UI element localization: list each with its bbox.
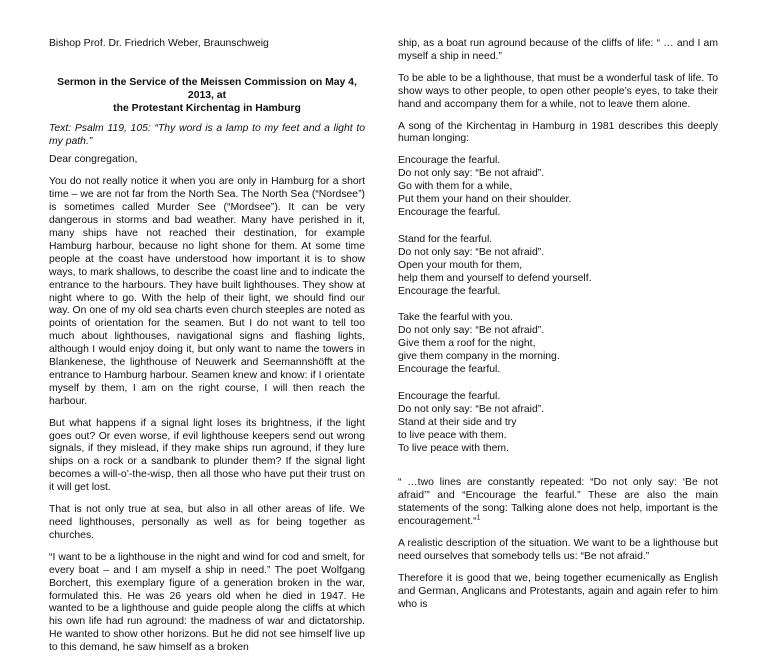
paragraph: “I want to be a lighthouse in the night and wind for cod and smelt, for every boat – and I am myself a ship in need.” The poet Wolfgang Borchert, this exemplary figure of a generation broken in the war, formulated this. He was 26 years old when he died in 1947. He wanted to be a lighthouse and guide people along the cliffs at which his own life had run aground: the madness of war and dictatorship. He wanted to show other horizons. But he did not see himself live up to this demand, he saw himself as a broken	[49, 551, 365, 654]
paragraph: That is not only true at sea, but also in all other areas of life. We need lighthouses, personally as well as for being together as churches.	[49, 504, 365, 541]
song-stanza-1	[398, 155, 718, 220]
song-line: Do not only say: “Be not afraid”.	[398, 403, 545, 415]
song-line: Encourage the fearful.	[398, 155, 501, 167]
song-line: Do not only say: “Be not afraid”.	[398, 246, 545, 258]
left-column	[49, 38, 365, 664]
song-line: Encourage the fearful.	[398, 285, 501, 297]
song-line: Stand at their side and try	[398, 416, 517, 428]
song-line: Do not only say: “Be not afraid”.	[398, 168, 545, 180]
song-line: Encourage the fearful.	[398, 206, 501, 218]
song-line: Put them your hand on their shoulder.	[398, 194, 572, 206]
sermon-title	[49, 77, 365, 116]
paragraph	[398, 477, 718, 529]
song-line: Take the fearful with you.	[398, 312, 513, 324]
song-stanza-3	[398, 312, 718, 377]
paragraph-text: “ …two lines are constantly repeated: “Do not only say: ‘Be not afraid’” and “Encourage the fearful.” These are also the main statements of the song: Talking alone does not help, important is the encouragement.“	[398, 477, 718, 528]
song-line: to live peace with them.	[398, 429, 507, 441]
song-stanza-2	[398, 234, 718, 299]
song-line: To live peace with them.	[398, 442, 509, 454]
sermon-title-line-2: the Protestant Kirchentag in Hamburg	[113, 102, 301, 114]
paragraph: A realistic description of the situation. We want to be a lighthouse but need ourselves that somebody tells us: “Be not afraid.”	[398, 538, 718, 562]
author-line: Bishop Prof. Dr. Friedrich Weber, Braunschweig	[49, 38, 269, 49]
scripture-reference: Text: Psalm 119, 105: “Thy word is a lamp to my feet and a light to my path.”	[49, 122, 365, 147]
paragraph: But what happens if a signal light loses its brightness, if the light goes out? Or even worse, if evil lighthouse keepers send out wrong signals, if they mislead, if they make ships run aground, if they lure ships on a rock or a sandbank to plunder them? If the signal light becomes a will-o’-the-wisp, then all those who have put their trust on it will get lost.	[49, 417, 365, 494]
song-line: Do not only say: “Be not afraid”.	[398, 325, 545, 337]
right-column	[398, 38, 718, 621]
song-line: Encourage the fearful.	[398, 390, 501, 402]
paragraph: You do not really notice it when you are only in Hamburg for a short time – we are not far from the North Sea. The North Sea (“Nordsee”) is sometimes called Murder See (“Mordsee”). It can be very dangerous in storms and bad weather. Many have perished in it, many ships have not reached their destination, for example Hamburg harbour, because no light shone for them. At some time people at the coast have understood how important it is to show ways, to mark shallows, to describe the coast line and to indicate the entrance to the harbours. They have built lighthouses. They show at night where to go. With the help of their light, we should find our way. On one of my old sea charts even church steeples are noted as points of orientation for the seamen. But I do not want to tell too much about lighthouses, navigational signs and flashing lights, although I would enjoy doing it, but only want to name the towers in Blankenese, the lighthouse of Neuwerk and Seemannshöfft at the entrance to Hamburg harbour. Seamen knew and know: if I orientate myself by them, I am on the right course, I will then reach the harbour.	[49, 176, 365, 407]
song-line: Encourage the fearful.	[398, 364, 501, 376]
song-line: help them and yourself to defend yourself.	[398, 272, 592, 284]
song-line: Stand for the fearful.	[398, 233, 493, 245]
greeting: Dear congregation,	[49, 154, 138, 166]
paragraph: ship, as a boat run aground because of the cliffs of life: “ … and I am myself a ship in need.”	[398, 38, 718, 62]
footnote-mark: 1	[476, 514, 481, 522]
song-line: Give them a roof for the night,	[398, 338, 536, 350]
song-line: Go with them for a while,	[398, 181, 513, 193]
sermon-title-line-1: Sermon in the Service of the Meissen Commission on May 4, 2013, at	[57, 76, 357, 101]
song-line: Open your mouth for them,	[398, 259, 523, 271]
paragraph: To be able to be a lighthouse, that must be a wonderful task of life. To show ways to other people, to open other people’s eyes, to take their hand and accompany them for a while, not to leave them alone.	[398, 72, 718, 110]
song-stanza-4	[398, 391, 718, 456]
song-line: give them company in the morning.	[398, 351, 560, 363]
paragraph: A song of the Kirchentag in Hamburg in 1981 describes this deeply human longing:	[398, 120, 718, 145]
paragraph: Therefore it is good that we, being together ecumenically as English and German, Anglicans and Protestants, again and again refer to him who is	[398, 572, 718, 610]
